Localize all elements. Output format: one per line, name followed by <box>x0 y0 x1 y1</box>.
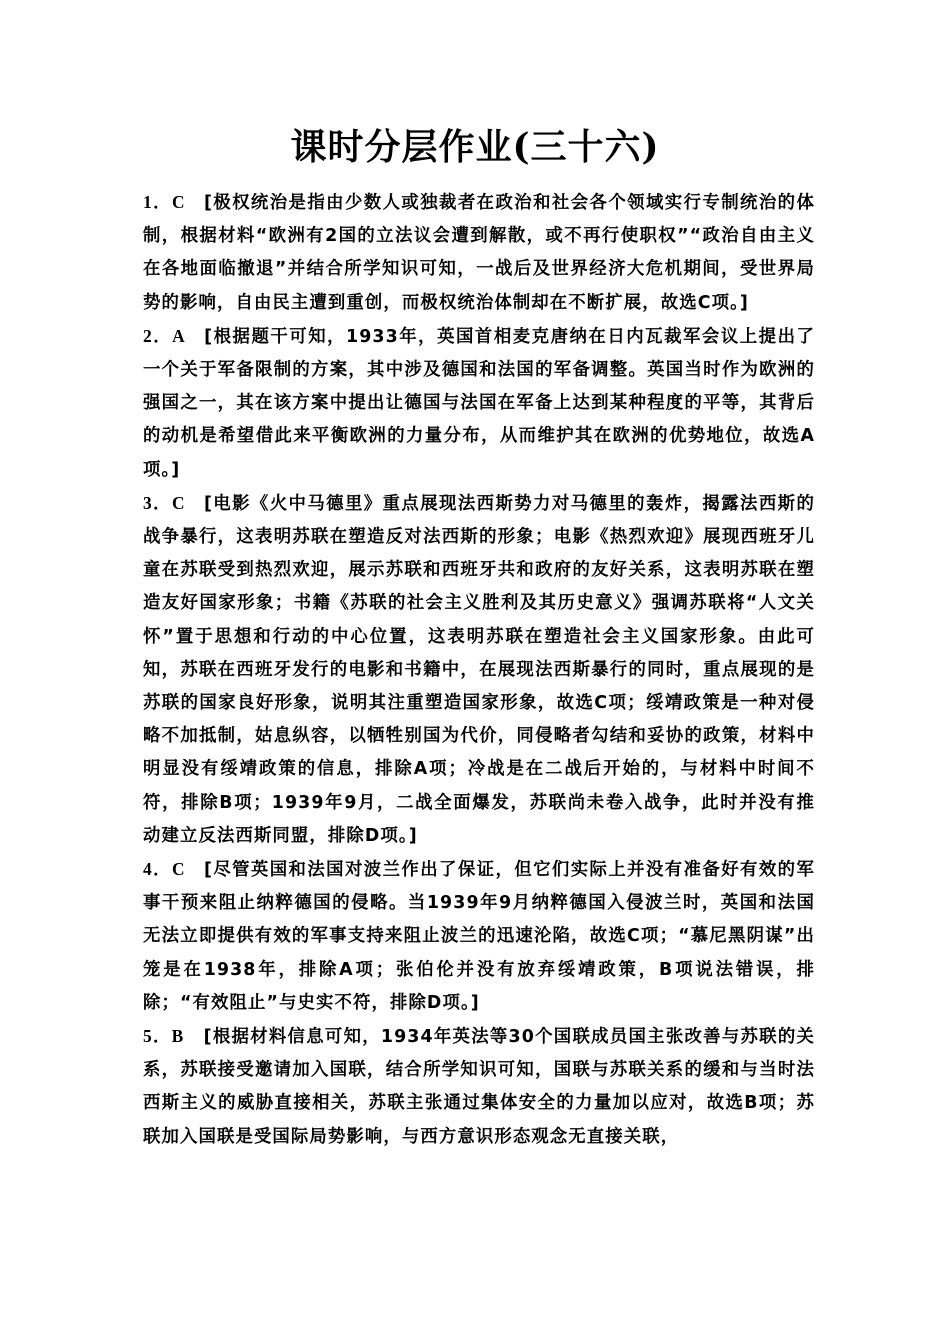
item-answer: C <box>171 492 186 513</box>
answer-item-4 <box>143 853 815 1020</box>
item-explanation: [极权统治是指由少数人或独裁者在政治和社会各个领域实行专制统治的体制，根据材料“欧洲有2国的立法议会遭到解散，或不再行使职权”“政治自由主义在各地面临撤退”并结合所学知识可知，一战后及世界经济大危机期间，受世界局势的影响，自由民主遭到重创，而极权统治体制却在不断扩展，故选C项。] <box>143 193 815 313</box>
answer-item-1 <box>143 186 815 320</box>
item-explanation: [根据题干可知，1933年，英国首相麦克唐纳在日内瓦裁军会议上提出了一个关于军备限制的方案，其中涉及德国和法国的军备调整。英国当时作为欧洲的强国之一，其在该方案中提出让德国与法国在军备上达到某种程度的平等，其背后的动机是希望借此来平衡欧洲的力量分布，从而维护其在欧洲的优势地位，故选A项。] <box>143 326 815 480</box>
item-explanation: [尽管英国和法国对波兰作出了保证，但它们实际上并没有准备好有效的军事干预来阻止纳粹德国的侵略。当1939年9月纳粹德国入侵波兰时，英国和法国无法立即提供有效的军事支持来阻止波兰的迅速沦陷，故选C项；“慕尼黑阴谋”出笼是在1938年，排除A项；张伯伦并没有放弃绥靖政策，B项说法错误，排除；“有效阻止”与史实不符，排除D项。] <box>143 860 815 1013</box>
item-explanation: [根据材料信息可知，1934年英法等30个国联成员国主张改善与苏联的关系，苏联接受邀请加入国联，结合所学知识可知，国联与苏联关系的缓和与当时法西斯主义的威胁直接相关，苏联主张通过集体安全的力量加以应对，故选B项；苏联加入国联是受国际局势影响，与西方意识形态观念无直接关联， <box>143 1027 815 1147</box>
item-explanation: [电影《火中马德里》重点展现法西斯势力对马德里的轰炸，揭露法西斯的战争暴行，这表明苏联在塑造反对法西斯的形象；电影《热烈欢迎》展现西班牙儿童在苏联受到热烈欢迎，展示苏联和西班牙共和政府的友好关系，这表明苏联在塑造友好国家形象；书籍《苏联的社会主义胜利及其历史意义》强调苏联将“人文关怀”置于思想和行动的中心位置，这表明苏联在塑造社会主义国家形象。由此可知，苏联在西班牙发行的电影和书籍中，在展现法西斯暴行的同时，重点展现的是苏联的国家良好形象，说明其注重塑造国家形象，故选C项；绥靖政策是一种对侵略不加抵制，姑息纵容，以牺牲别国为代价，同侵略者勾结和妥协的政策，材料中明显没有绥靖政策的信息，排除A项；冷战是在二战后开始的，与材料中时间不符，排除B项；1939年9月，二战全面爆发，苏联尚未卷入战争，此时并没有推动建立反法西斯同盟，排除D项。] <box>143 493 815 846</box>
item-number: 3． <box>143 492 172 513</box>
item-number: 5． <box>143 1026 172 1047</box>
answer-list <box>143 186 815 1154</box>
item-number: 1． <box>143 192 172 212</box>
answer-item-3 <box>143 487 815 853</box>
item-number: 2． <box>143 325 173 346</box>
page-title: 课时分层作业(三十六) <box>290 126 660 168</box>
item-answer: C <box>171 192 186 212</box>
item-answer: B <box>171 1026 185 1047</box>
item-answer: A <box>172 325 186 346</box>
item-number: 4． <box>143 859 172 880</box>
item-answer: C <box>171 859 186 880</box>
answer-item-2 <box>143 320 815 487</box>
answer-item-5 <box>143 1020 815 1154</box>
